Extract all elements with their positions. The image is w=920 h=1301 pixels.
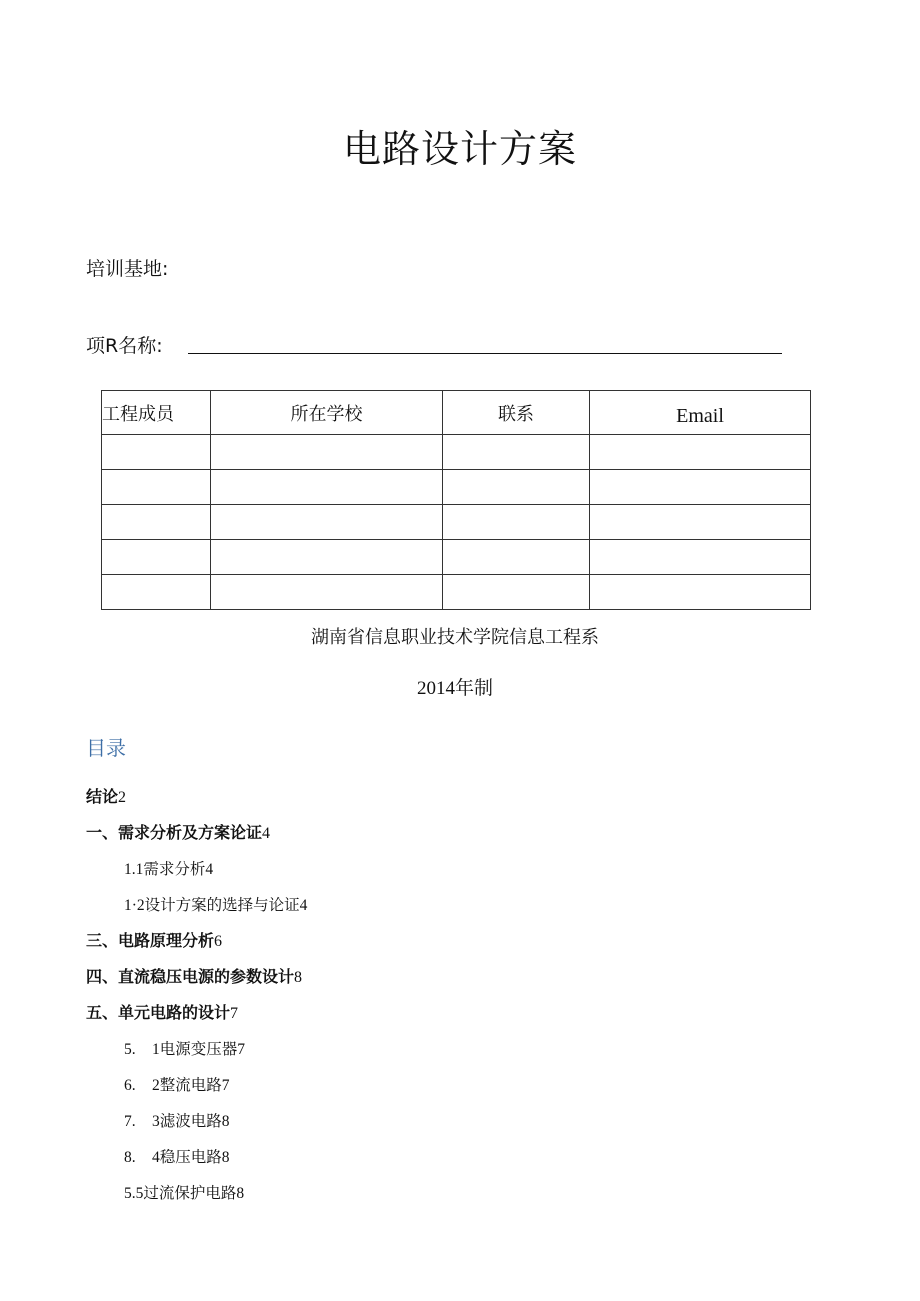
table-cell	[102, 470, 211, 505]
header-contact: 联系	[443, 391, 590, 435]
table-row	[102, 540, 811, 575]
table-cell	[211, 505, 443, 540]
toc-item-text: 1.1需求分析	[124, 861, 206, 878]
toc-heading: 目录	[86, 736, 126, 760]
toc-item-text: 1·2设计方案的选择与论证	[124, 897, 300, 914]
toc-item[interactable]	[86, 1038, 786, 1074]
toc-item[interactable]	[86, 1182, 786, 1218]
toc-item-page: 8	[236, 1185, 245, 1202]
toc-item[interactable]	[86, 822, 786, 858]
document-title: 电路设计方案	[342, 127, 577, 171]
toc-item[interactable]	[86, 1146, 786, 1182]
table-cell	[590, 540, 811, 575]
toc-item-text: 4稳压电路	[152, 1149, 222, 1166]
header-members: 工程成员	[102, 391, 211, 435]
toc-item-page: 4	[299, 897, 308, 914]
table-cell	[102, 505, 211, 540]
toc-item-page: 4	[205, 861, 214, 878]
toc-item-number: 5.	[124, 1041, 136, 1058]
table-cell	[211, 470, 443, 505]
table-cell	[102, 540, 211, 575]
table-cell	[443, 435, 590, 470]
institution-name: 湖南省信息职业技术学院信息工程系	[311, 627, 599, 648]
members-table	[101, 390, 811, 610]
toc-list	[86, 786, 786, 1218]
toc-item-text: 5.5过流保护电路	[124, 1185, 237, 1202]
table-cell	[590, 435, 811, 470]
table-cell	[443, 470, 590, 505]
toc-item-text: 三、电路原理分析	[86, 933, 215, 950]
table-cell	[443, 540, 590, 575]
toc-item-page: 8	[221, 1113, 230, 1130]
toc-item-page: 8	[294, 969, 303, 986]
table-cell	[590, 470, 811, 505]
toc-item[interactable]	[86, 930, 786, 966]
toc-item-page: 7	[237, 1041, 246, 1058]
toc-item[interactable]	[86, 894, 786, 930]
toc-item-number: 8.	[124, 1149, 136, 1166]
table-row	[102, 505, 811, 540]
toc-item-text: 五、单元电路的设计	[86, 1005, 231, 1022]
toc-item-page: 7	[221, 1077, 230, 1094]
table-row	[102, 575, 811, 610]
header-email: Email	[590, 391, 811, 435]
table-cell	[443, 575, 590, 610]
training-base-label: 培训基地:	[86, 258, 169, 280]
toc-item-text: 四、直流稳压电源的参数设计	[86, 969, 295, 986]
toc-item-number: 6.	[124, 1077, 136, 1094]
toc-item[interactable]	[86, 858, 786, 894]
table-cell	[590, 575, 811, 610]
table-cell	[211, 435, 443, 470]
toc-item[interactable]	[86, 1110, 786, 1146]
toc-item[interactable]	[86, 786, 786, 822]
year-line: 2014年制	[416, 678, 493, 699]
table-cell	[102, 435, 211, 470]
toc-item-page: 6	[214, 933, 223, 950]
project-name-underline	[188, 353, 782, 354]
toc-item-page: 7	[230, 1005, 239, 1022]
toc-item[interactable]	[86, 1002, 786, 1038]
toc-item-page: 2	[118, 789, 127, 806]
toc-item-text: 1电源变压器	[152, 1041, 238, 1058]
table-cell	[590, 505, 811, 540]
toc-item-page: 8	[221, 1149, 230, 1166]
table-row	[102, 470, 811, 505]
toc-item-text: 2整流电路	[152, 1077, 222, 1094]
toc-item-text: 一、需求分析及方案论证	[86, 825, 263, 842]
toc-item-text: 结论	[86, 789, 119, 806]
table-header-row	[102, 391, 811, 435]
toc-item[interactable]	[86, 966, 786, 1002]
table-cell	[211, 540, 443, 575]
toc-item-number: 7.	[124, 1113, 136, 1130]
toc-item[interactable]	[86, 1074, 786, 1110]
toc-item-page: 4	[262, 825, 271, 842]
toc-item-text: 3滤波电路	[152, 1113, 222, 1130]
table-cell	[443, 505, 590, 540]
table-cell	[211, 575, 443, 610]
project-name-label: 项R名称:	[86, 335, 163, 357]
table-cell	[102, 575, 211, 610]
header-school: 所在学校	[211, 391, 443, 435]
table-row	[102, 435, 811, 470]
